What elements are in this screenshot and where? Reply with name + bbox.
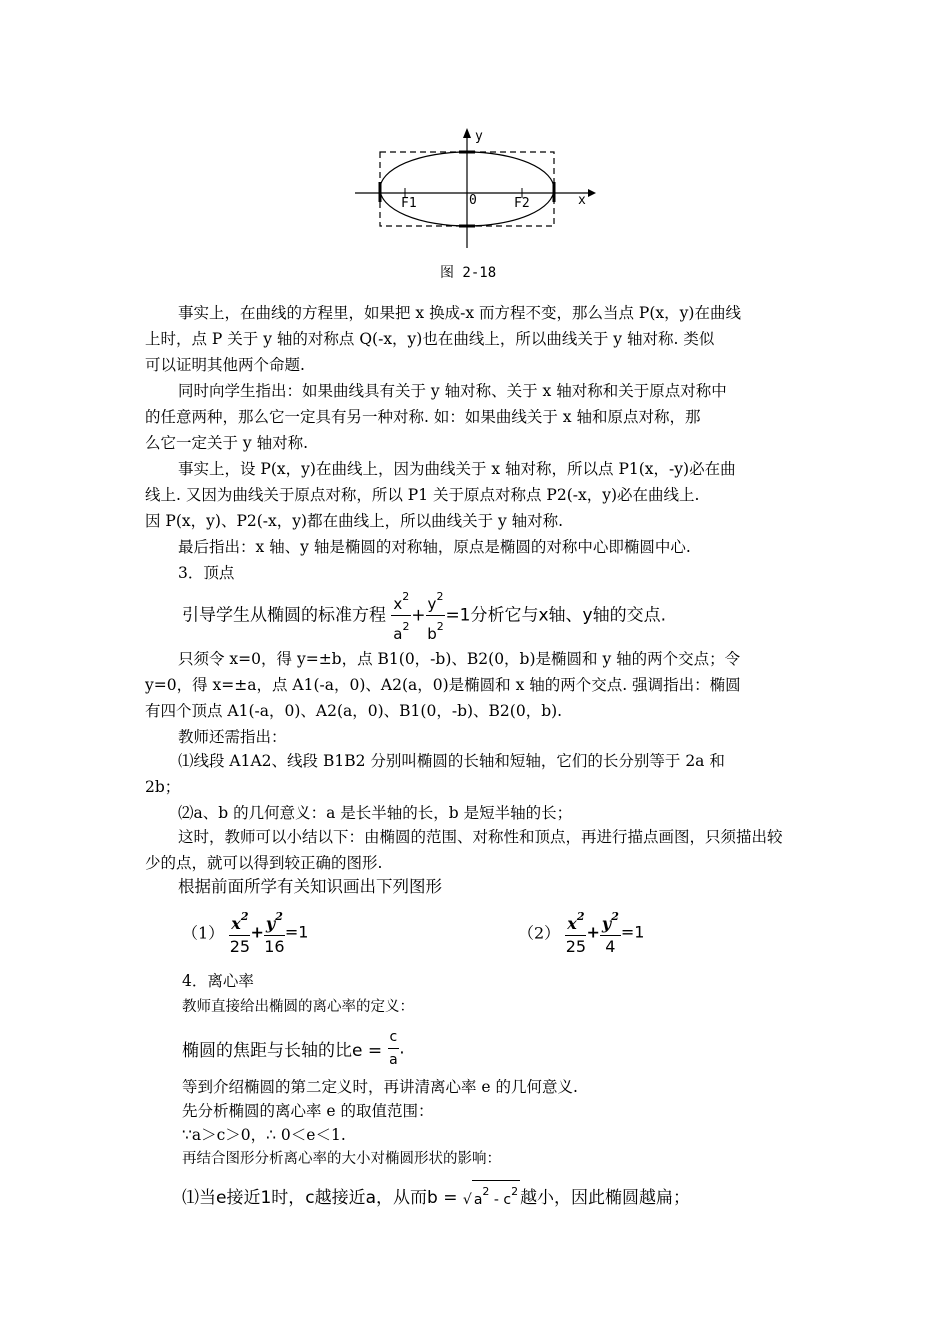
heading-vertices: 3．顶点 [178,564,235,582]
paragraph-5-line-3: 有四个顶点 A1(-a，0)、A2(a，0)、B1(0，-b)、B2(0，b). [145,702,563,720]
exercise-2-den-1: 25 [565,937,587,956]
exercise-1-frac-x: $\frac{x^2}{25}$ [229,906,250,958]
equation-intro-text: 引导学生从椭圆的标准方程 [182,605,386,626]
sqrt-expression: √ $a^2 - c^2$ [463,1180,520,1211]
exercise-2: （2） $\frac{x^2}{25}$ + $\frac{y^2}{4}$ =1 [518,906,644,958]
last-line-end: 越小，因此椭圆越扁； [520,1188,691,1208]
ecc-fraction [388,1026,400,1071]
paragraph-4: 最后指出：x 轴、y 轴是椭圆的对称轴，原点是椭圆的对称中心即椭圆中心. [178,538,691,556]
origin-label: 0 [469,193,477,208]
paragraph-10: 等到介绍椭圆的第二定义时，再讲清离心率 e 的几何意义. [182,1078,578,1096]
fraction-y2-b2: $\frac{y^2}{b^2}$ [426,586,446,645]
exercise-2-frac-y: $\frac{y^2}{4}$ [600,906,621,958]
paragraph-11: 先分析椭圆的离心率 e 的取值范围： [182,1102,434,1120]
figure-caption: 图 2-18 [440,265,497,281]
paragraph-7-line-2: 少的点，就可以得到较正确的图形. [145,854,383,872]
last-line [182,1180,690,1211]
paragraph-2-line-1: 同时向学生指出：如果曲线具有关于 y 轴对称、关于 x 轴对称和关于原点对称中 [178,382,727,400]
paragraph-5-line-2: y=0，得 x=±a，点 A1(-a，0)、A2(a，0)是椭圆和 x 轴的两个交点. 强调指出：椭圆 [145,676,741,694]
ecc-num: c [388,1026,400,1049]
ecc-def-text: 椭圆的焦距与长轴的比e = [182,1041,383,1061]
paragraph-8: 根据前面所学有关知识画出下列图形 [178,877,442,896]
paragraph-6: 教师还需指出： [178,728,287,746]
fraction-x2-a2: $\frac{x^2}{a^2}$ [391,586,411,645]
paragraph-12: ∵a＞c＞0，∴ 0＜e＜1. [182,1126,346,1144]
exercise-2-den-2: 4 [605,937,616,956]
item-1-line-2: 2b； [145,778,181,796]
paragraph-9: 教师直接给出椭圆的离心率的定义： [182,999,414,1015]
paragraph-2-line-2: 的任意两种，那么它一定具有另一种对称. 如：如果曲线关于 x 轴和原点对称，那 [145,408,701,426]
paragraph-3-line-3: 因 P(x，y)、P2(-x，y)都在曲线上，所以曲线关于 y 轴对称. [145,512,564,530]
item-2: ⑵a、b 的几何意义：a 是长半轴的长，b 是短半轴的长； [178,804,573,822]
ecc-den: a [389,1052,398,1068]
focus-f2-label: F2 [514,196,530,211]
paragraph-1-line-3: 可以证明其他两个命题. [145,356,305,374]
ecc-def-end: . [399,1038,405,1059]
paragraph-1-line-2: 上时，点 P 关于 y 轴的对称点 Q(-x，y)也在曲线上，所以曲线关于 y 轴对称. 类似 [145,330,715,348]
exercise-1-den-2: 16 [264,937,285,956]
paragraph-1-line-1: 事实上，在曲线的方程里，如果把 x 换成-x 而方程不变，那么当点 P(x，y)在曲线 [178,304,741,322]
exercise-2-label: （2） [518,923,561,943]
focus-f1-label: F1 [401,196,417,211]
last-line-text: ⑴当e接近1时，c越接近a，从而b = [182,1188,458,1208]
exercise-1-den-1: 25 [229,937,251,956]
paragraph-3-line-2: 线上. 又因为曲线关于原点对称，所以 P1 关于原点对称点 P2(-x，y)必在曲线上. [145,486,700,504]
eccentricity-definition [182,1026,405,1071]
paragraph-3-line-1: 事实上，设 P(x，y)在曲线上，因为曲线关于 x 轴对称，所以点 P1(x，-y)必在曲 [178,460,736,478]
standard-equation-line: 引导学生从椭圆的标准方程 $\frac{x^2}{a^2}$ + $\frac{y^2}{b^2}$ =1分析它与x轴、y轴的交点. [182,586,666,645]
item-1-line-1: ⑴线段 A1A2、线段 B1B2 分别叫椭圆的长轴和短轴，它们的长分别等于 2a 和 [178,752,725,770]
equation-outro-text: =1分析它与x轴、y轴的交点. [445,605,667,626]
exercise-1-rhs: =1 [284,922,309,942]
paragraph-5-line-1: 只须令 x=0，得 y=±b，点 B1(0，-b)、B2(0，b)是椭圆和 y 轴的两个交点；令 [178,650,741,668]
exercise-1-frac-y: $\frac{y^2}{16}$ [264,906,285,958]
exercise-2-frac-x: $\frac{x^2}{25}$ [565,906,586,958]
exercise-2-rhs: =1 [620,922,645,942]
axis-y-label: y [475,129,483,144]
heading-eccentricity: 4．离心率 [182,972,254,990]
paragraph-7-line-1: 这时，教师可以小结以下：由椭圆的范围、对称性和顶点，再进行描点画图，只须描出较 [178,828,783,846]
paragraph-2-line-3: 么它一定关于 y 轴对称. [145,434,309,452]
exercise-1: （1） $\frac{x^2}{25}$ + $\frac{y^2}{16}$ =1 [182,906,308,958]
exercise-1-label: （1） [182,923,225,943]
axis-x-label: x [578,193,586,208]
paragraph-13: 再结合图形分析离心率的大小对椭圆形状的影响： [182,1151,501,1167]
